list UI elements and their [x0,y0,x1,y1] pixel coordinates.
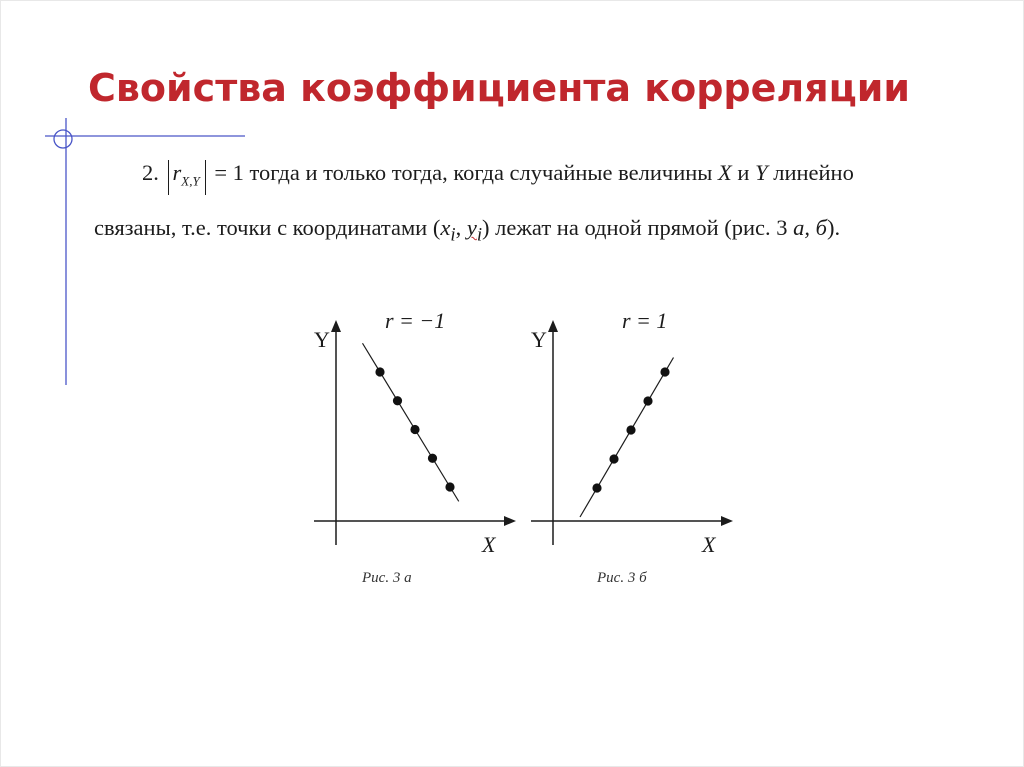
figure-3a-point [410,425,419,434]
decor-circle-icon [54,130,72,148]
coord-y-spellcheck [466,215,483,246]
equals-one: = 1 [214,160,244,185]
figure-3a-caption: Рис. 3 а [362,570,412,586]
figure-3b-caption: Рис. 3 б [597,570,647,586]
coord-x: x [440,215,451,240]
figure-3a-points [375,367,454,491]
figure-3b-points [592,367,669,492]
figure-3a-point [375,367,384,376]
figure-3a-point [428,454,437,463]
coord-separator: , [455,215,467,240]
figure-3b-point [660,367,669,376]
figure-3b-point [592,483,601,492]
line2-mid: ) лежат на одной прямой (рис. 3 [482,215,788,240]
figure-reference: а, б [793,215,827,240]
line1-text: тогда и только тогда, когда случайные величины [249,160,713,185]
var-x: X [718,160,732,185]
figure-3a-y-axis-label: Y [314,327,330,352]
item-number: 2. [142,160,159,185]
abs-correlation [168,160,206,195]
figure-3b-regression-line [580,358,674,518]
abs-symbol: r [172,160,182,185]
figure-3b-point [609,454,618,463]
figure-3b [517,300,737,590]
figure-3a-point [445,482,454,491]
figure-3b-point [626,425,635,434]
figure-3b-y-axis-label: Y [531,327,547,352]
line2-start: связаны, т.е. точки с координатами ( [94,215,441,240]
figure-3a-r-label: r = −1 [385,308,446,333]
figure-3a [300,300,520,590]
paragraph-line-1 [142,160,854,195]
paragraph-line-2 [94,215,840,247]
figure-3a-x-axis-label: X [482,532,496,557]
line1-end: линейно [773,160,854,185]
coord-y: y [466,215,477,240]
figure-3b-x-axis-label: X [702,532,716,557]
line2-end: ). [826,215,841,240]
coord-index-1: i [450,224,456,246]
conj-and: и [737,160,750,185]
figure-3a-point [393,396,402,405]
figure-3a-regression-line [363,343,459,501]
slide-title: Свойства коэффициента корреляции [88,66,911,110]
abs-subscript: X,Y [181,173,200,189]
coord-index-2: i [476,224,483,246]
figure-3b-r-label: r = 1 [622,308,668,333]
var-y: Y [755,160,768,185]
figure-3b-point [643,396,652,405]
